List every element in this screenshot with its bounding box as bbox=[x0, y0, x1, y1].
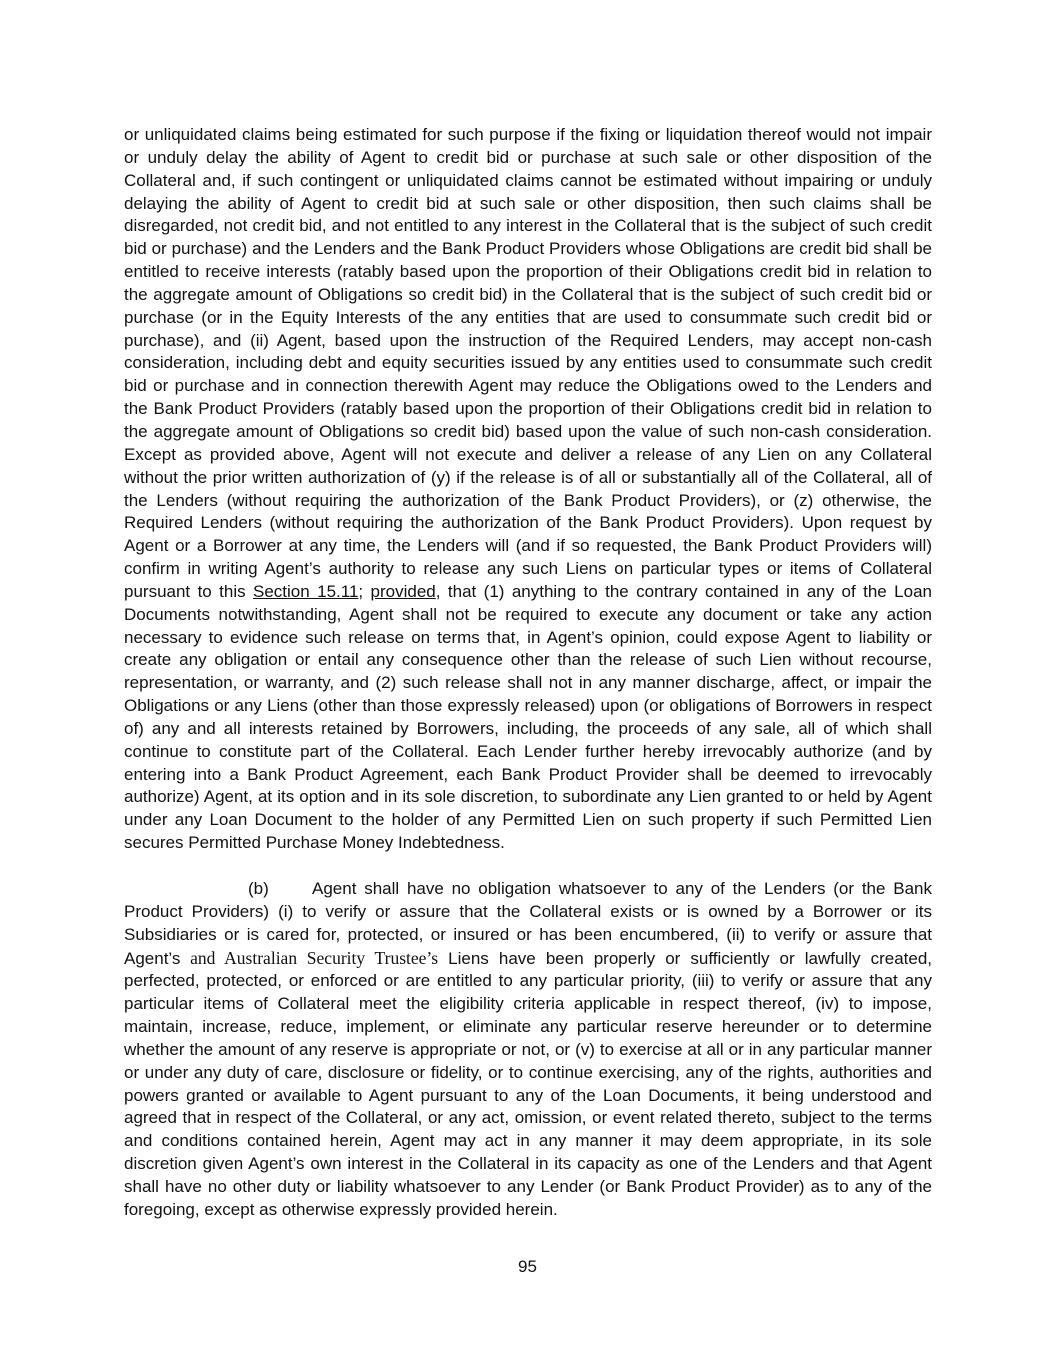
paragraph-text-continued: , that (1) anything to the contrary contained in any of the Loan Documents notwithstanding, Agent shall not be required to execute any document or take any action necessary to evidence such release on terms that, in Agent’s opinion, could expose Agent to liability or create any obligation or entail any consequence other than the release of such Lien without recourse, representation, or warranty, and (2) such release shall not in any manner discharge, affect, or impair the Obligations or any Liens (other than those expressly released) upon (or obligations of Borrowers in respect of) any and all interests retained by Borrowers, including, the proceeds of any sale, all of which shall continue to constitute part of the Collateral. Each Lender further hereby irrevocably authorize (and by entering into a Bank Product Agreement, each Bank Product Provider shall be deemed to irrevocably authorize) Agent, at its option and in its sole discretion, to subordinate any Lien granted to or held by Agent under any Loan Document to the holder of any Permitted Lien on such property if such Permitted Lien secures Permitted Purchase Money Indebtedness. bbox=[124, 581, 932, 853]
paragraph-b-serif-insert: and Australian Security Trustee’s bbox=[180, 947, 439, 968]
punctuation: ; bbox=[358, 581, 371, 601]
document-body bbox=[124, 124, 932, 1222]
page-number: 95 bbox=[518, 1257, 537, 1276]
clause-label: (b) bbox=[248, 879, 269, 898]
paragraph-text: or unliquidated claims being estimated for such purpose if the fixing or liquidation thereof would not impair or unduly delay the ability of Agent to credit bid or purchase at such sale or other disposition of the Collateral and, if such contingent or unliquidated claims cannot be estimated without impairing or unduly delaying the ability of Agent to credit bid at such sale or other disposition, then such claims shall be disregarded, not credit bid, and not entitled to any interest in the Collateral that is the subject of such credit bid or purchase) and the Lenders and the Bank Product Providers whose Obligations are credit bid shall be entitled to receive interests (ratably based upon the proportion of their Obligations credit bid in relation to the aggregate amount of Obligations so credit bid) in the Collateral that is the subject of such credit bid or purchase (or in the Equity Interests of the any entities that are used to consummate such credit bid or purchase), and (ii) Agent, based upon the instruction of the Required Lenders, may accept non-cash consideration, including debt and equity securities issued by any entities used to consummate such credit bid or purchase and in connection therewith Agent may reduce the Obligations owed to the Lenders and the Bank Product Providers (ratably based upon the proportion of their Obligations credit bid in relation to the aggregate amount of Obligations so credit bid) based upon the value of such non-cash consideration. Except as provided above, Agent will not execute and deliver a release of any Lien on any Collateral without the prior written authorization of (y) if the release is of all or substantially all of the Collateral, all of the Lenders (without requiring the authorization of the Bank Product Providers), or (z) otherwise, the Required Lenders (without requiring the authorization of the Bank Product Providers). Upon request by Agent or a Borrower at any time, the Lenders will (and if so requested, the Bank Product Providers will) confirm in writing Agent’s authority to release any such Liens on particular types or items of Collateral pursuant to this bbox=[124, 125, 932, 601]
section-reference: Section 15.11 bbox=[253, 581, 359, 601]
provided-term: provided bbox=[370, 581, 436, 601]
paragraph-credit-bid bbox=[124, 124, 932, 855]
paragraph-b bbox=[124, 878, 932, 1222]
paragraph-b-text: Agent shall have no obligation whatsoever to any of the Lenders (or the Bank Product Providers) (i) to verify or assure that the Collateral exists or is owned by a Borrower or its Subsidiaries or is cared for, protected, or insured or has been encumbered, (ii) to verify or assure that Agent’s bbox=[124, 879, 932, 968]
paragraph-b-text-rest: Liens have been properly or sufficiently or lawfully created, perfected, protected, or enforced or are entitled to any particular priority, (iii) to verify or assure that any particular items of Collateral meet the eligibility criteria applicable in respect thereof, (iv) to impose, maintain, increase, reduce, implement, or eliminate any particular reserve hereunder or to determine whether the amount of any reserve is appropriate or not, or (v) to exercise at all or in any particular manner or under any duty of care, disclosure or fidelity, or to continue exercising, any of the rights, authorities and powers granted or available to Agent pursuant to any of the Loan Documents, it being understood and agreed that in respect of the Collateral, or any act, omission, or event related thereto, subject to the terms and conditions contained herein, Agent may act in any manner it may deem appropriate, in its sole discretion given Agent’s own interest in the Collateral in its capacity as one of the Lenders and that Agent shall have no other duty or liability whatsoever to any Lender (or Bank Product Provider) as to any of the foregoing, except as otherwise expressly provided herein. bbox=[124, 948, 933, 1219]
